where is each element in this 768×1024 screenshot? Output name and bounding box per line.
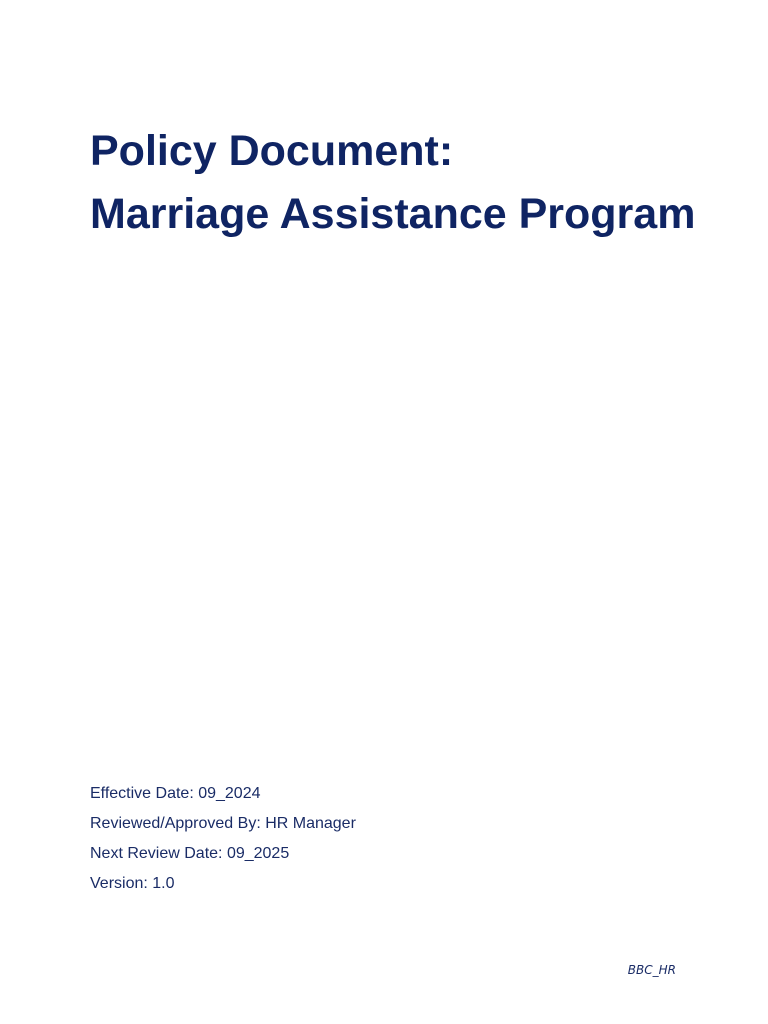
reviewed-approved-by: Reviewed/Approved By: HR Manager	[90, 815, 356, 832]
document-title	[90, 120, 730, 246]
document-metadata	[90, 779, 590, 899]
footer-tag: BBC_HR	[627, 963, 676, 977]
title-line-policy-document: Policy Document:	[90, 127, 454, 175]
version: Version: 1.0	[90, 875, 175, 892]
title-line-program-name: Marriage Assistance Program	[90, 190, 696, 238]
next-review-date: Next Review Date: 09_2025	[90, 845, 290, 862]
effective-date: Effective Date: 09_2024	[90, 785, 261, 802]
